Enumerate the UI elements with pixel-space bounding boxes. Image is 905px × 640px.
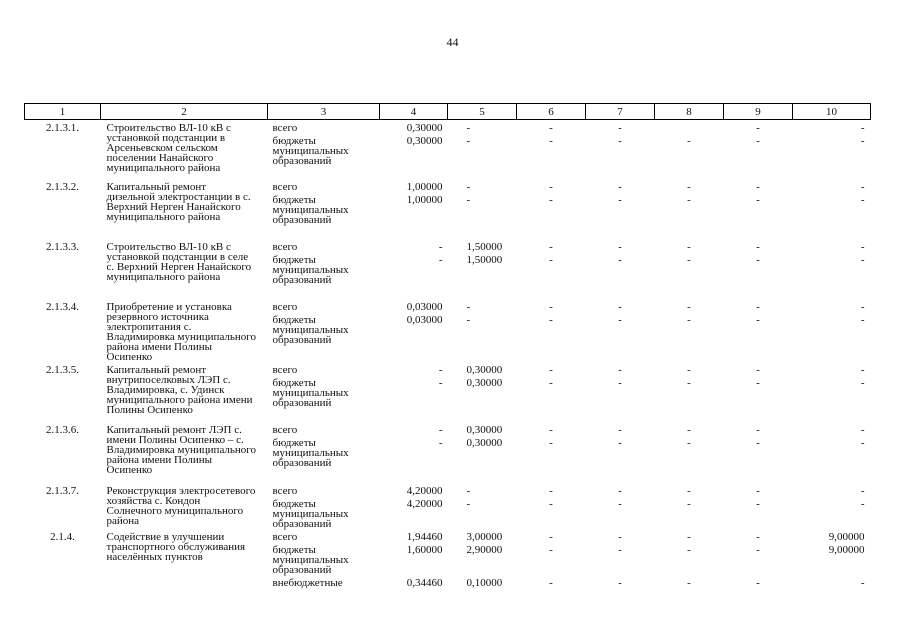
amount-value: - (618, 180, 622, 193)
amount-value: - (687, 436, 691, 449)
amount-value: - (687, 530, 691, 543)
activity-code-cell (25, 483, 101, 529)
funding-source-label: внебюджетные (272, 576, 343, 589)
value-cell-col-9 (724, 120, 793, 179)
table-row (25, 422, 871, 483)
funding-source-label: бюджеты муниципальных образований (272, 543, 349, 576)
amount-value: 0,30000 (406, 135, 443, 147)
column-header: 7 (586, 104, 655, 120)
value-cell-col-5 (448, 529, 517, 599)
amount-value: - (756, 484, 760, 497)
activity-name-cell (101, 179, 268, 239)
funding-source-cell (268, 529, 380, 599)
column-header: 4 (380, 104, 448, 120)
amount-value: - (687, 423, 691, 436)
amount-value: - (860, 240, 865, 253)
activity-name: Реконструкция электросетевого хозяйства с. Кондон Солнечного муниципального района (106, 484, 256, 527)
value-cell-col-4 (380, 483, 448, 529)
value-cell-col-5 (448, 239, 517, 299)
value-cell-col-6 (517, 179, 586, 239)
amount-value: - (860, 423, 865, 436)
value-cell-col-6 (517, 299, 586, 362)
amount-value: - (756, 497, 760, 510)
amount-value: 1,50000 (466, 253, 503, 266)
value-cell-col-6 (517, 239, 586, 299)
activity-code-cell (25, 299, 101, 362)
value-cell-col-9 (724, 362, 793, 422)
column-header: 1 (25, 104, 101, 120)
value-cell-col-4 (380, 299, 448, 362)
amount-value: - (438, 436, 443, 449)
column-header: 3 (268, 104, 380, 120)
value-cell-col-7 (586, 299, 655, 362)
table-body (25, 120, 871, 599)
value-cell-col-8 (655, 362, 724, 422)
amount-value: - (549, 530, 553, 543)
activity-code: 2.1.3.1. (46, 122, 79, 134)
amount-value: - (756, 576, 760, 589)
value-cell-col-6 (517, 120, 586, 179)
funding-source-label: всего (272, 530, 298, 543)
funding-source-cell (268, 422, 380, 483)
value-cell-col-5 (448, 422, 517, 483)
amount-value: - (756, 135, 760, 147)
amount-value: - (466, 300, 471, 313)
activity-name-cell (101, 529, 268, 599)
activity-code: 2.1.3.3. (46, 240, 79, 253)
amount-value: - (466, 135, 471, 147)
funding-source-label: бюджеты муниципальных образований (272, 253, 349, 286)
value-cell-col-4 (380, 362, 448, 422)
amount-value: - (618, 576, 622, 589)
amount-value: 9,00000 (828, 543, 865, 556)
activity-code: 2.1.3.5. (46, 363, 79, 376)
activity-name-cell (101, 483, 268, 529)
table-header (25, 104, 871, 120)
amount-value: - (756, 363, 760, 376)
amount-value: - (618, 363, 622, 376)
value-cell-col-8 (655, 299, 724, 362)
amount-value: 9,00000 (828, 530, 865, 543)
value-cell-col-5 (448, 299, 517, 362)
amount-value: - (466, 193, 471, 206)
amount-value: - (756, 193, 760, 206)
amount-value: - (860, 122, 865, 134)
value-cell-col-7 (586, 239, 655, 299)
value-cell-col-4 (380, 239, 448, 299)
funding-source-label: всего (272, 363, 298, 376)
value-cell-col-8 (655, 120, 724, 179)
column-header: 10 (793, 104, 871, 120)
amount-value: - (618, 122, 622, 134)
amount-value: - (756, 423, 760, 436)
program-activities-table (24, 103, 871, 599)
funding-source-label: всего (272, 122, 298, 134)
column-header: 5 (448, 104, 517, 120)
page-number: 44 (446, 35, 459, 49)
funding-source-cell (268, 299, 380, 362)
table-row (25, 239, 871, 299)
amount-value: - (860, 376, 865, 389)
amount-value: - (756, 436, 760, 449)
amount-value: - (860, 497, 865, 510)
value-cell-col-10 (793, 422, 871, 483)
amount-value: 0,34460 (406, 576, 443, 589)
activity-name: Приобретение и установка резервного источника электропитания с. Владимировка муниципального района имени Полины Осипенко (106, 300, 257, 363)
value-cell-col-9 (724, 299, 793, 362)
value-cell-col-4 (380, 179, 448, 239)
amount-value: - (549, 180, 553, 193)
amount-value: 1,00000 (406, 180, 443, 193)
activity-name: Капитальный ремонт ЛЭП с. имени Полины Осипенко – с. Владимировка муниципального района имени Полины Осипенко (106, 423, 257, 476)
table-row (25, 120, 871, 179)
funding-source-label: всего (272, 180, 298, 193)
value-cell-col-4 (380, 120, 448, 179)
value-cell-col-9 (724, 422, 793, 483)
activity-code: 2.1.3.2. (46, 180, 79, 193)
amount-value: - (687, 240, 691, 253)
amount-value: - (687, 363, 691, 376)
funding-source-cell (268, 483, 380, 529)
amount-value: 2,90000 (466, 543, 503, 556)
amount-value: - (756, 253, 760, 266)
column-number-row (25, 104, 871, 120)
activity-code: 2.1.4. (50, 530, 75, 543)
amount-value: - (756, 240, 760, 253)
amount-value: - (618, 240, 622, 253)
amount-value: - (618, 313, 622, 326)
amount-value: - (860, 313, 865, 326)
funding-source-label: всего (272, 484, 298, 497)
value-cell-col-8 (655, 422, 724, 483)
amount-value: - (687, 300, 691, 313)
funding-source-cell (268, 179, 380, 239)
value-cell-col-4 (380, 422, 448, 483)
value-cell-col-5 (448, 483, 517, 529)
amount-value: - (687, 135, 691, 147)
funding-source-label: всего (272, 240, 298, 253)
column-header: 2 (101, 104, 268, 120)
value-cell-col-5 (448, 179, 517, 239)
amount-value: - (466, 484, 471, 497)
column-header: 6 (517, 104, 586, 120)
value-cell-col-4 (380, 529, 448, 599)
amount-value: - (466, 180, 471, 193)
funding-source-cell (268, 362, 380, 422)
funding-source-label: бюджеты муниципальных образований (272, 313, 349, 346)
amount-value: - (687, 180, 691, 193)
amount-value: - (687, 193, 691, 206)
activity-name-cell (101, 299, 268, 362)
value-cell-col-9 (724, 529, 793, 599)
amount-value: - (860, 436, 865, 449)
activity-name: Содействие в улучшении транспортного обслуживания населённых пунктов (106, 530, 246, 563)
activity-name: Капитальный ремонт дизельной электростанции в с. Верхний Нерген Нанайского муниципального района (106, 180, 251, 223)
value-cell-col-8 (655, 179, 724, 239)
table-row (25, 483, 871, 529)
value-cell-col-7 (586, 483, 655, 529)
amount-value: 4,20000 (406, 484, 443, 497)
value-cell-col-10 (793, 120, 871, 179)
activity-name: Капитальный ремонт внутрипоселковых ЛЭП с. Владимировка, с. Удинск муниципального района имени Полины Осипенко (106, 363, 253, 416)
amount-value: - (618, 376, 622, 389)
value-cell-col-10 (793, 529, 871, 599)
table-row (25, 299, 871, 362)
activity-code: 2.1.3.6. (46, 423, 79, 436)
value-cell-col-9 (724, 179, 793, 239)
value-cell-col-6 (517, 362, 586, 422)
value-cell-col-10 (793, 179, 871, 239)
funding-source-label: бюджеты муниципальных образований (272, 497, 349, 530)
amount-value: - (687, 543, 691, 556)
activity-code: 2.1.3.4. (46, 300, 79, 313)
amount-value: - (618, 253, 622, 266)
amount-value: - (618, 423, 622, 436)
amount-value: - (549, 300, 553, 313)
amount-value: - (860, 363, 865, 376)
activity-name-cell (101, 239, 268, 299)
amount-value: 1,50000 (466, 240, 503, 253)
funding-source-label: всего (272, 423, 298, 436)
amount-value: - (756, 376, 760, 389)
amount-value: - (687, 484, 691, 497)
amount-value: - (618, 436, 622, 449)
amount-value (655, 123, 724, 133)
amount-value: - (549, 135, 553, 147)
amount-value: - (687, 253, 691, 266)
amount-value: - (549, 376, 553, 389)
amount-value: - (618, 193, 622, 206)
amount-value: 0,30000 (466, 423, 503, 436)
activity-code-cell (25, 529, 101, 599)
amount-value: - (618, 300, 622, 313)
value-cell-col-6 (517, 529, 586, 599)
amount-value: - (549, 497, 553, 510)
activity-name-cell (101, 120, 268, 179)
amount-value: - (466, 497, 471, 510)
value-cell-col-10 (793, 299, 871, 362)
amount-value: - (618, 530, 622, 543)
value-cell-col-8 (655, 239, 724, 299)
amount-value: - (860, 193, 865, 206)
column-header: 9 (724, 104, 793, 120)
activity-code-cell (25, 422, 101, 483)
activity-code-cell (25, 179, 101, 239)
amount-value: 1,94460 (406, 530, 443, 543)
amount-value: 0,30000 (466, 376, 503, 389)
value-cell-col-7 (586, 422, 655, 483)
amount-value: - (549, 313, 553, 326)
amount-value: - (466, 122, 471, 134)
value-cell-col-7 (586, 529, 655, 599)
value-cell-col-6 (517, 483, 586, 529)
funding-source-label: бюджеты муниципальных образований (272, 193, 349, 226)
activity-name: Строительство ВЛ-10 кВ с установкой подстанции в селе с. Верхний Нерген Нанайского муниципального района (106, 240, 252, 283)
amount-value: 4,20000 (406, 497, 443, 510)
amount-value: - (756, 180, 760, 193)
amount-value: - (438, 423, 443, 436)
value-cell-col-10 (793, 362, 871, 422)
amount-value: - (756, 530, 760, 543)
value-cell-col-7 (586, 179, 655, 239)
funding-source-label: бюджеты муниципальных образований (272, 135, 349, 167)
value-cell-col-6 (517, 422, 586, 483)
amount-value: - (466, 313, 471, 326)
value-cell-col-5 (448, 362, 517, 422)
amount-value: - (860, 180, 865, 193)
amount-value: 1,60000 (406, 543, 443, 556)
amount-value: - (756, 313, 760, 326)
amount-value: 0,10000 (466, 576, 503, 589)
value-cell-col-10 (793, 239, 871, 299)
amount-value: - (438, 253, 443, 266)
activity-code-cell (25, 362, 101, 422)
funding-source-label: бюджеты муниципальных образований (272, 436, 349, 469)
amount-value: - (618, 484, 622, 497)
amount-value: - (756, 300, 760, 313)
amount-value: 0,30000 (466, 436, 503, 449)
amount-value: - (756, 543, 760, 556)
amount-value: - (549, 240, 553, 253)
amount-value: - (618, 497, 622, 510)
activity-code-cell (25, 239, 101, 299)
amount-value: 0,30000 (466, 363, 503, 376)
amount-value: 3,00000 (466, 530, 503, 543)
value-cell-col-5 (448, 120, 517, 179)
amount-value: - (860, 135, 865, 147)
amount-value: 1,00000 (406, 193, 443, 206)
amount-value: - (860, 576, 865, 589)
amount-value: - (860, 253, 865, 266)
amount-value: - (549, 436, 553, 449)
value-cell-col-10 (793, 483, 871, 529)
amount-value: - (549, 193, 553, 206)
amount-value: - (618, 135, 622, 147)
activity-code: 2.1.3.7. (46, 484, 79, 497)
amount-value: 0,03000 (406, 300, 443, 313)
amount-value: - (549, 484, 553, 497)
amount-value: - (549, 122, 553, 134)
amount-value: - (438, 240, 443, 253)
amount-value: - (687, 576, 691, 589)
funding-source-cell (268, 120, 380, 179)
amount-value: - (438, 376, 443, 389)
value-cell-col-8 (655, 529, 724, 599)
value-cell-col-8 (655, 483, 724, 529)
table-row (25, 179, 871, 239)
value-cell-col-9 (724, 483, 793, 529)
amount-value: - (860, 300, 865, 313)
table-row (25, 529, 871, 599)
amount-value: - (549, 423, 553, 436)
activity-name: Строительство ВЛ-10 кВ с установкой подстанции в Арсеньевском сельском поселении Нанайского муниципального района (106, 122, 231, 174)
amount-value: 0,03000 (406, 313, 443, 326)
table-row (25, 362, 871, 422)
funding-source-label: бюджеты муниципальных образований (272, 376, 349, 409)
amount-value: - (687, 497, 691, 510)
amount-value: - (549, 543, 553, 556)
activity-name-cell (101, 422, 268, 483)
value-cell-col-9 (724, 239, 793, 299)
amount-value: - (549, 576, 553, 589)
amount-value: - (438, 363, 443, 376)
amount-value: - (549, 253, 553, 266)
amount-value: - (860, 484, 865, 497)
amount-value: - (687, 376, 691, 389)
funding-source-cell (268, 239, 380, 299)
funding-source-label: всего (272, 300, 298, 313)
activity-name-cell (101, 362, 268, 422)
amount-value: - (756, 122, 760, 134)
value-cell-col-7 (586, 120, 655, 179)
amount-value: - (618, 543, 622, 556)
amount-value: - (549, 363, 553, 376)
column-header: 8 (655, 104, 724, 120)
amount-value: 0,30000 (406, 122, 443, 134)
amount-value: - (687, 313, 691, 326)
value-cell-col-7 (586, 362, 655, 422)
activity-code-cell (25, 120, 101, 179)
